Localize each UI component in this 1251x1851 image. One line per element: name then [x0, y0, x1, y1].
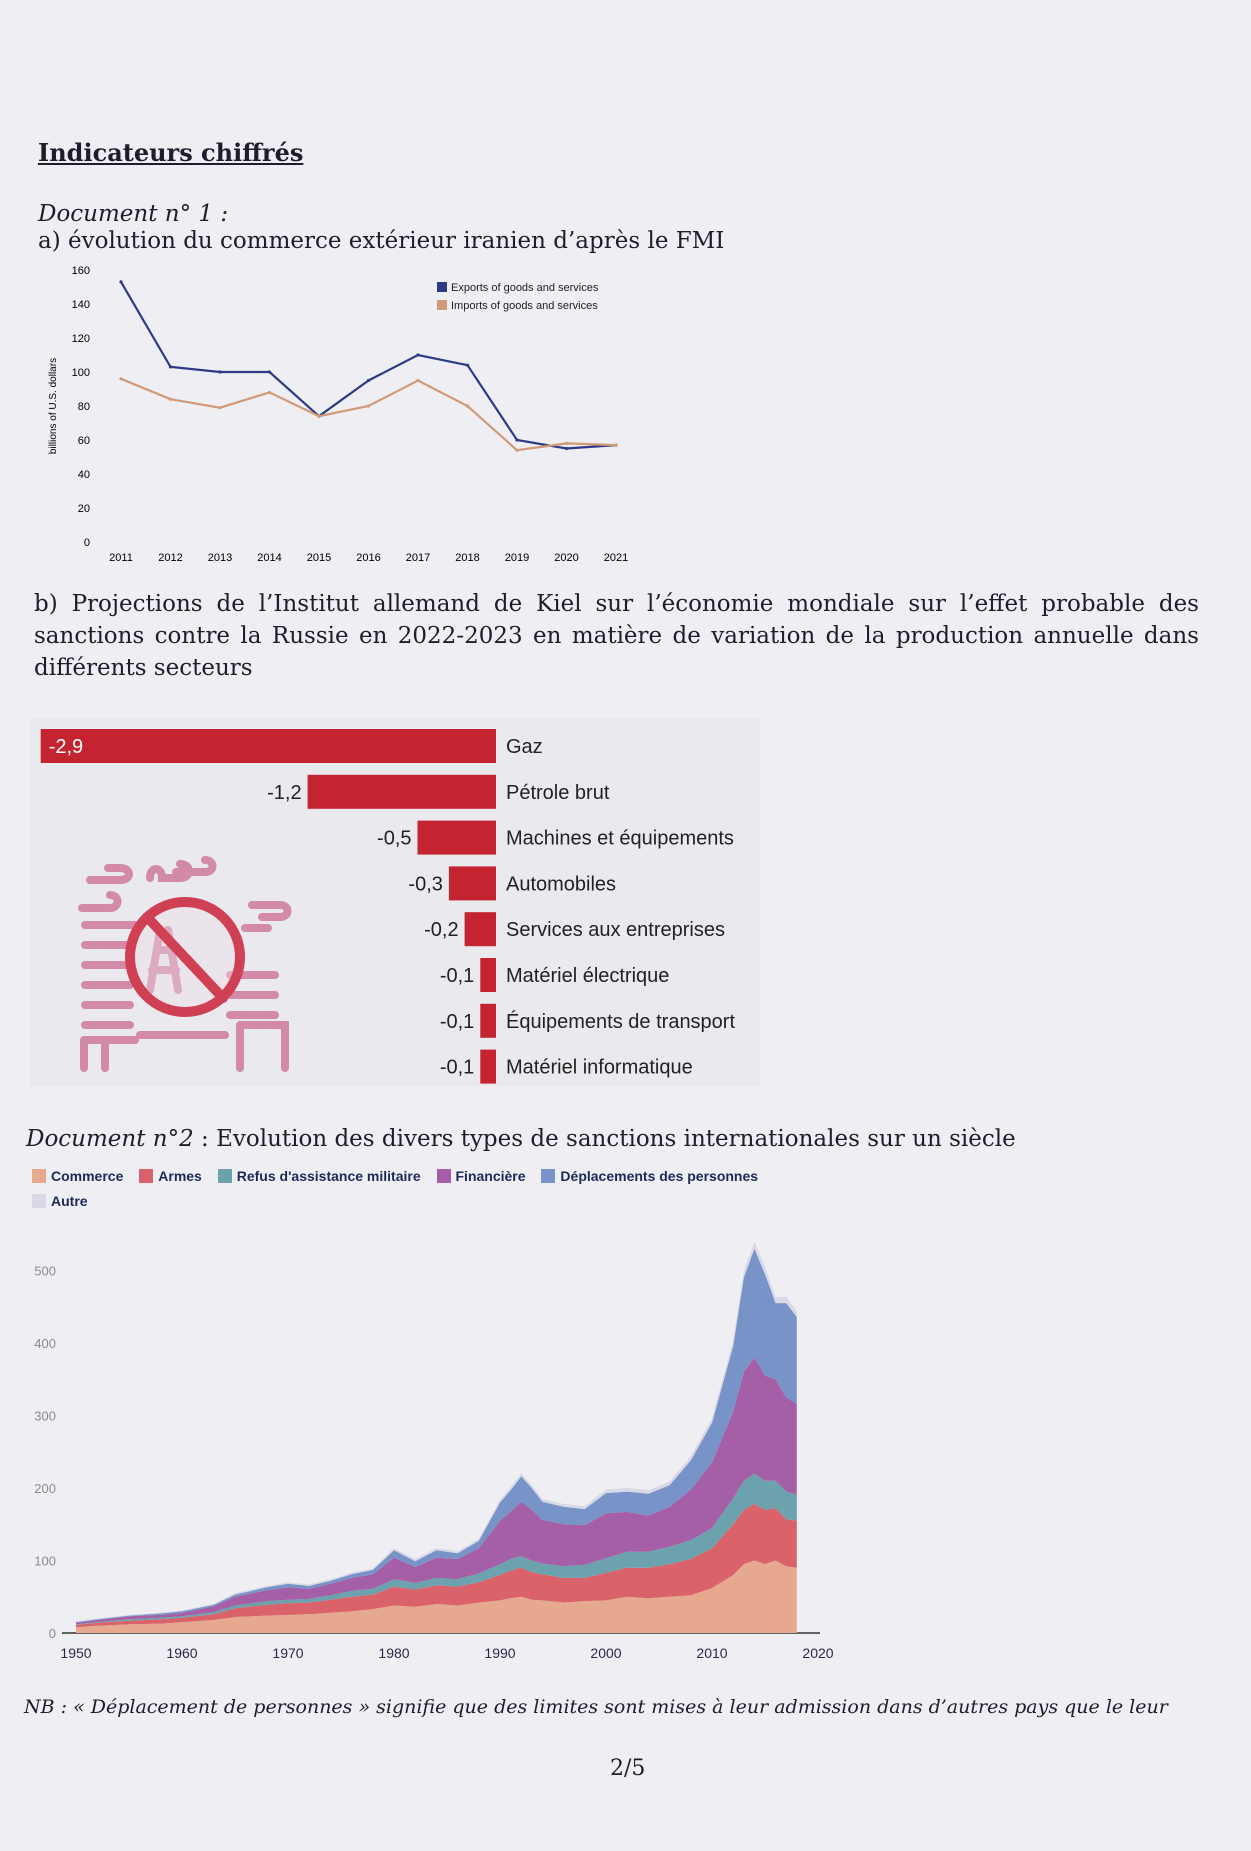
legend-imports-label: Imports of goods and services — [451, 300, 598, 312]
document-1-title: Document n° 1 : — [38, 201, 229, 227]
x-tick-label: 2017 — [405, 552, 431, 564]
bar-value-label: -2,9 — [48, 736, 84, 758]
y-tick-label: 140 — [71, 299, 90, 311]
y-tick-label: 120 — [71, 333, 90, 345]
x-tick-label: 2012 — [158, 552, 183, 564]
legend-exports-label: Exports of goods and services — [451, 282, 599, 294]
document-2-label: Document n°2 — [26, 1126, 194, 1152]
bar-category-label: Pétrole brut — [506, 781, 610, 804]
x-tick-label: 2016 — [356, 552, 381, 564]
x-tick-label: 2015 — [306, 552, 332, 564]
footnote: NB : « Déplacement de personnes » signifie que des limites sont mises à leur admission dans d’autres pays que le leur — [24, 1696, 1168, 1718]
page-number: 2/5 — [610, 1756, 646, 1781]
y-tick-label: 80 — [77, 401, 90, 413]
x-tick-label: 2011 — [109, 552, 133, 564]
legend-armes-label: Armes — [158, 1168, 202, 1184]
x-tick-label: 2010 — [696, 1645, 728, 1661]
legend-commerce-label: Commerce — [51, 1168, 124, 1184]
y-tick-label: 0 — [48, 1626, 56, 1641]
legend-refus-label: Refus d'assistance militaire — [236, 1168, 421, 1184]
x-tick-label: 2019 — [504, 552, 530, 564]
document-1a-caption: a) évolution du commerce extérieur iranien d’après le FMI — [38, 228, 725, 254]
y-tick-label: 20 — [77, 503, 90, 515]
area-chart-layers — [76, 1242, 797, 1634]
bar-value-label: -0,5 — [377, 827, 412, 850]
x-tick-label: 2018 — [455, 552, 480, 564]
bar-category-label: Équipements de transport — [506, 1010, 736, 1033]
document-2-text: : Evolution des divers types de sanctions internationales sur un siècle — [193, 1126, 1016, 1152]
bar-category-label: Automobiles — [506, 873, 617, 896]
x-tick-label: 2020 — [802, 1645, 834, 1661]
x-tick-label: 2014 — [257, 552, 282, 564]
x-tick-label: 1950 — [60, 1645, 92, 1661]
x-tick-label: 1970 — [272, 1645, 304, 1661]
x-tick-label: 2013 — [207, 552, 233, 564]
y-tick-label: 100 — [34, 1553, 56, 1569]
y-tick-label: 40 — [77, 469, 90, 481]
legend-autre-label: Autre — [51, 1193, 88, 1209]
x-tick-label: 2000 — [590, 1645, 622, 1661]
legend-financiere-label: Financière — [455, 1168, 526, 1184]
y-tick-label: 0 — [83, 537, 90, 549]
y-tick-label: 60 — [77, 435, 90, 447]
bar-category-label: Services aux entreprises — [506, 919, 725, 942]
x-tick-label: 1980 — [378, 1645, 410, 1661]
bar-category-label: Machines et équipements — [506, 827, 734, 850]
y-tick-label: 160 — [71, 265, 90, 277]
x-tick-label: 1990 — [484, 1645, 516, 1661]
bar-category-label: Gaz — [506, 736, 543, 758]
bar-value-label: -0,1 — [439, 1056, 475, 1079]
bar-value-label: -0,2 — [424, 919, 459, 942]
legend-deplacements-label: Déplacements des personnes — [560, 1168, 759, 1184]
page-heading: Indicateurs chiffrés — [38, 138, 304, 167]
line-chart-y-label: billions of U.S. dollars — [48, 357, 59, 455]
x-tick-label: 2021 — [603, 552, 629, 564]
y-tick-label: 100 — [71, 367, 90, 379]
x-tick-label: 2020 — [554, 552, 579, 564]
bar-value-label: -0,3 — [408, 873, 443, 896]
x-tick-label: 1960 — [166, 1645, 198, 1661]
bar-category-label: Matériel électrique — [506, 965, 670, 987]
y-tick-label: 200 — [34, 1481, 56, 1496]
y-tick-label: 300 — [34, 1408, 56, 1424]
bar-value-label: -0,1 — [439, 965, 475, 987]
y-tick-label: 400 — [34, 1336, 56, 1351]
document-1b-caption: b) Projections de l’Institut allemand de Kiel sur l’économie mondiale sur l’effet probable des sanctions contre la Russie en 2022-2023 en matière de variation de la production annuelle dans différents secteurs — [34, 591, 1199, 681]
bar-value-label: -1,2 — [267, 781, 302, 804]
y-tick-label: 500 — [34, 1263, 56, 1279]
bar-category-label: Matériel informatique — [506, 1056, 693, 1079]
bar-value-label: -0,1 — [439, 1010, 475, 1033]
